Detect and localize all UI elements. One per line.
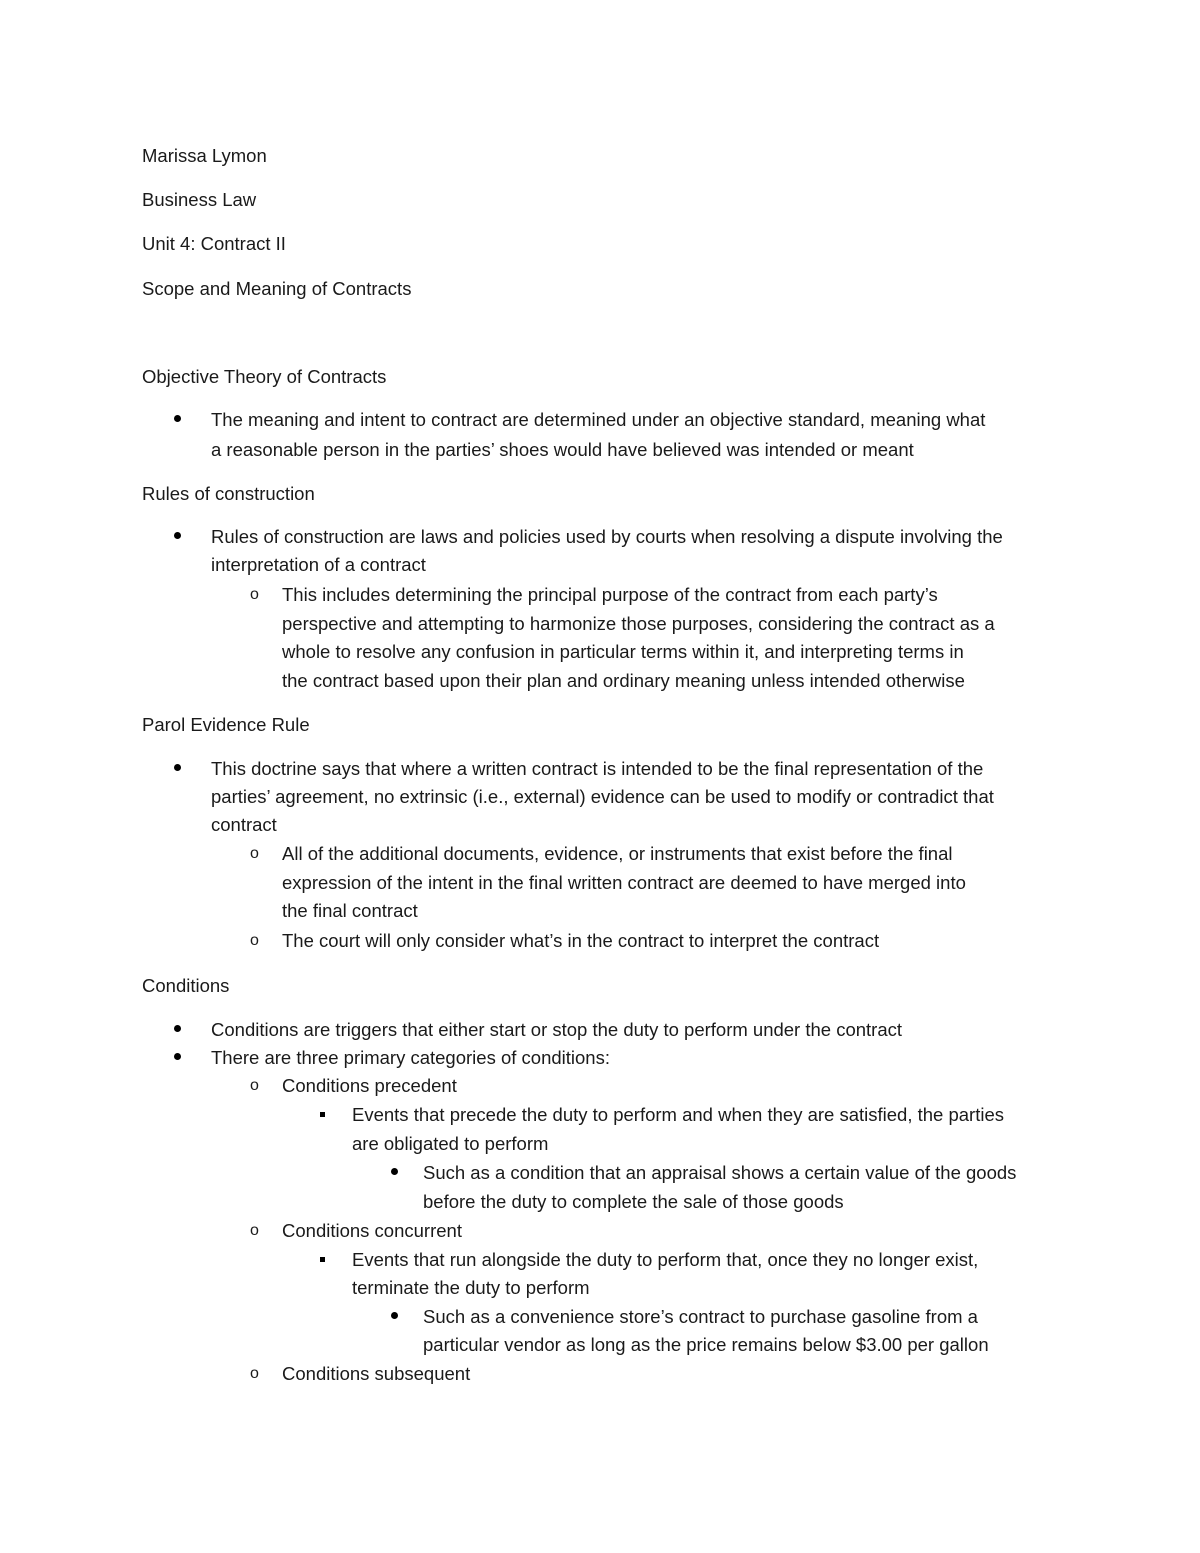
bullet-icon (391, 1168, 398, 1175)
section-heading: Rules of construction (142, 483, 315, 504)
circle-bullet-icon: o (250, 1222, 259, 1239)
sub-bullet-text: All of the additional documents, evidence, or instruments that exist before the final (282, 843, 953, 864)
sub-sub-bullet-text: are obligated to perform (352, 1133, 549, 1154)
bullet-text: There are three primary categories of conditions: (211, 1047, 610, 1068)
square-bullet-icon (320, 1112, 325, 1117)
bullet-text: This doctrine says that where a written contract is intended to be the final representation of the (211, 758, 984, 779)
circle-bullet-icon: o (250, 1077, 259, 1094)
circle-bullet-icon: o (250, 932, 259, 949)
bullet-text: Rules of construction are laws and policies used by courts when resolving a dispute involving the (211, 526, 1003, 547)
bullet-icon (174, 764, 181, 771)
section-heading: Objective Theory of Contracts (142, 366, 387, 387)
sub-bullet-text: the contract based upon their plan and ordinary meaning unless intended otherwise (282, 670, 965, 691)
sub-bullet-text: expression of the intent in the final written contract are deemed to have merged into (282, 872, 966, 893)
bullet-icon (174, 532, 181, 539)
author-name: Marissa Lymon (142, 145, 267, 166)
sub-bullet-text: the final contract (282, 900, 418, 921)
square-bullet-icon (320, 1257, 325, 1262)
unit-title: Unit 4: Contract II (142, 233, 286, 254)
sub-bullet-text: Conditions subsequent (282, 1363, 471, 1384)
example-text: Such as a convenience store’s contract to purchase gasoline from a (423, 1306, 978, 1327)
example-text: particular vendor as long as the price remains below $3.00 per gallon (423, 1334, 989, 1355)
sub-bullet-text: This includes determining the principal purpose of the contract from each party’s (282, 584, 938, 605)
sub-bullet-text: perspective and attempting to harmonize those purposes, considering the contract as a (282, 613, 995, 634)
example-text: before the duty to complete the sale of those goods (423, 1191, 844, 1212)
bullet-text: Conditions are triggers that either start or stop the duty to perform under the contract (211, 1019, 903, 1040)
example-text: Such as a condition that an appraisal shows a certain value of the goods (423, 1162, 1017, 1183)
bullet-icon (391, 1312, 398, 1319)
sub-bullet-text: whole to resolve any confusion in particular terms within it, and interpreting terms in (282, 641, 964, 662)
topic-title: Scope and Meaning of Contracts (142, 278, 412, 299)
course-name: Business Law (142, 189, 257, 210)
sub-sub-bullet-text: Events that precede the duty to perform and when they are satisfied, the parties (352, 1104, 1004, 1125)
bullet-icon (174, 1025, 181, 1032)
section-heading: Parol Evidence Rule (142, 714, 310, 735)
sub-sub-bullet-text: terminate the duty to perform (352, 1277, 590, 1298)
bullet-icon (174, 1053, 181, 1060)
sub-bullet-text: The court will only consider what’s in the contract to interpret the contract (282, 930, 880, 951)
bullet-text: contract (211, 814, 277, 835)
sub-sub-bullet-text: Events that run alongside the duty to perform that, once they no longer exist, (352, 1249, 979, 1270)
bullet-text: parties’ agreement, no extrinsic (i.e., external) evidence can be used to modify or contradict that (211, 786, 994, 807)
sub-bullet-text: Conditions concurrent (282, 1220, 462, 1241)
sub-bullet-text: Conditions precedent (282, 1075, 457, 1096)
bullet-text: a reasonable person in the parties’ shoes would have believed was intended or meant (211, 439, 914, 460)
bullet-text: The meaning and intent to contract are determined under an objective standard, meaning what (211, 409, 986, 430)
circle-bullet-icon: o (250, 845, 259, 862)
bullet-text: interpretation of a contract (211, 554, 426, 575)
bullet-icon (174, 415, 181, 422)
circle-bullet-icon: o (250, 586, 259, 603)
section-heading: Conditions (142, 975, 230, 996)
circle-bullet-icon: o (250, 1365, 259, 1382)
